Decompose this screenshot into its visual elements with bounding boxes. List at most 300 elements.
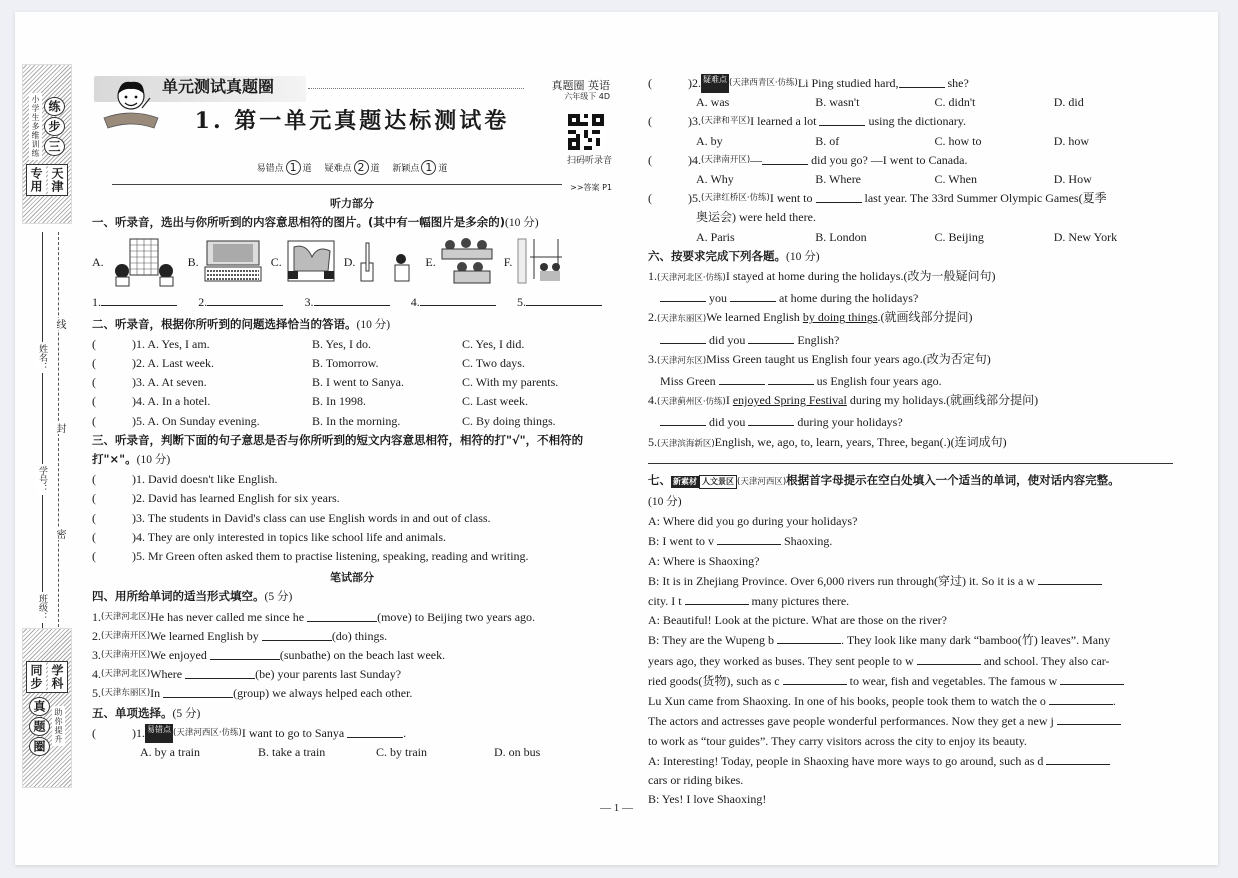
item-source: (天津河东区) xyxy=(657,355,707,366)
dialogue-text: to wear, fish and vegetables. The famous w xyxy=(849,673,1058,688)
mc-stem xyxy=(648,151,1173,170)
option-d: D. New York xyxy=(1053,229,1118,244)
item-text: Miss Green taught us English four years ago. xyxy=(706,351,923,366)
section-listening-title: 听力部分 xyxy=(330,197,374,210)
new-material-tag: 新素材 xyxy=(673,476,697,486)
mc-stem xyxy=(92,724,612,743)
cut-mark: 密 xyxy=(54,529,65,539)
question-title: 一、听录音，选出与你所听到的内容意思相符的图片。(其中有一幅图片是多余的) xyxy=(92,215,506,230)
transform-item xyxy=(648,350,1173,371)
item-text: He has never called me since he xyxy=(150,609,305,624)
answer-blank[interactable] xyxy=(719,371,765,385)
cut-mark: 线 xyxy=(54,319,65,329)
qr-code-icon[interactable] xyxy=(568,114,604,150)
picture-options xyxy=(92,236,612,288)
question-score: (10 分) xyxy=(356,318,391,331)
answer-text: us English four years ago. xyxy=(816,374,942,389)
item-text: using the dictionary. xyxy=(868,114,966,129)
dialogue-text: Lu Xun came from Shaoxing. In one of his books, people took them to watch the o xyxy=(648,694,1046,709)
question-title: 根据首字母提示在空白处填入一个适当的单词，使对话内容完整。 xyxy=(786,472,1120,487)
dialogue-text: years ago, they worked as buses. They sent people to w xyxy=(648,653,914,668)
item-text: — xyxy=(750,152,763,167)
question-6-heading xyxy=(648,247,1173,267)
option-d: D. did xyxy=(1053,95,1084,110)
answer-blank[interactable] xyxy=(748,412,794,426)
blank-number: 3. xyxy=(304,295,314,310)
item-number: 5. xyxy=(92,686,101,701)
answer-blank[interactable] xyxy=(101,292,177,306)
page-number: — 1 — xyxy=(600,802,633,814)
answer-blank[interactable] xyxy=(207,292,283,306)
student-id-field-label: 学号： xyxy=(37,466,47,493)
item-source: (天津河北区·仿练) xyxy=(657,273,726,284)
point-unit: 道 xyxy=(370,164,380,174)
question-1-heading xyxy=(92,213,612,233)
answer-blank[interactable] xyxy=(526,292,602,306)
answer-blank[interactable] xyxy=(816,189,862,203)
mc-stem xyxy=(648,74,1173,93)
mc-options xyxy=(92,743,612,762)
answer-paren[interactable]: ( xyxy=(92,336,96,351)
item-source: (天津河西区·仿练) xyxy=(173,727,242,738)
dialogue-line xyxy=(648,651,1173,671)
answer-line-full[interactable] xyxy=(648,463,1173,464)
item-number: 5. xyxy=(648,434,657,449)
dialogue-text: many pictures there. xyxy=(751,594,850,609)
item-requirement: (改为一般疑问句) xyxy=(903,269,996,284)
option-a: A. by xyxy=(696,133,723,148)
transform-item xyxy=(648,433,1173,454)
dialogue-line xyxy=(648,531,1173,551)
side-tag-circle: 圈 xyxy=(29,737,50,756)
picture-option-b xyxy=(188,239,263,285)
answer-paren[interactable]: ( xyxy=(92,529,96,544)
item-text: I xyxy=(725,393,733,408)
option-c: C. Last week. xyxy=(462,394,528,409)
question-4-heading xyxy=(92,587,612,607)
answer-text: English? xyxy=(797,332,840,347)
right-column xyxy=(648,74,1173,809)
answer-text: during your holidays? xyxy=(797,415,903,430)
point-count: 1 xyxy=(286,160,301,175)
item-text: (be) your parents last Sunday? xyxy=(255,667,402,682)
item-source: (天津南开区) xyxy=(101,650,151,661)
dialogue-text: . They look like many dark “bamboo(竹) leaves”. Many xyxy=(841,633,1111,648)
underlined-text: enjoyed Spring Festival xyxy=(732,393,847,408)
dialogue-line xyxy=(648,671,1173,691)
side-tag-circle: 真 xyxy=(29,697,50,716)
tf-row xyxy=(92,547,612,566)
answer-line xyxy=(648,412,1173,432)
answer-paren[interactable]: ( xyxy=(92,510,96,525)
option-b: B. London xyxy=(815,229,867,244)
section-writing-title: 笔试部分 xyxy=(330,571,374,585)
answer-paren[interactable]: ( xyxy=(92,413,96,428)
dialogue-text: ried goods(货物), such as c xyxy=(648,673,780,688)
point-unit: 道 xyxy=(438,164,448,174)
answer-blank[interactable] xyxy=(420,292,496,306)
series-subject: 真题圈 英语 xyxy=(551,79,610,92)
statement: )2. David has learned English for six years. xyxy=(132,491,340,506)
option-c: C. Two days. xyxy=(462,356,525,371)
dialogue-line xyxy=(648,711,1173,731)
picture-option-a xyxy=(92,237,180,287)
option-b: B. Yes, I do. xyxy=(312,336,372,351)
answer-blank[interactable] xyxy=(307,608,377,622)
answer-blank[interactable] xyxy=(783,671,847,685)
item-source: (天津红桥区·仿练) xyxy=(701,193,770,204)
option-a: A. was xyxy=(696,95,730,110)
answer-paren[interactable]: ( xyxy=(92,725,96,740)
answer-line xyxy=(648,288,1173,308)
point-count: 2 xyxy=(354,160,369,175)
side-tag-box-text: 同步 xyxy=(27,662,46,692)
statement: )5. Mr Green often asked them to practise listening, speaking, reading and writing. xyxy=(132,549,529,564)
item-text: We learned English xyxy=(706,310,803,325)
item-source: (天津滨海新区) xyxy=(657,438,715,449)
mc-row xyxy=(92,354,612,373)
question-prefix: 七、 xyxy=(648,472,671,487)
mc-row xyxy=(92,335,612,354)
option-c: C. by train xyxy=(376,745,427,760)
dialogue-line: cars or riding bikes. xyxy=(648,772,744,787)
question-7-heading xyxy=(648,471,1173,512)
dialogue-text: B: It is in Zhejiang Province. Over 6,000 rivers run through(穿过) it. So it is a w xyxy=(648,573,1035,588)
dialogue-line xyxy=(648,630,1173,650)
dialogue-line xyxy=(648,751,1173,771)
dialogue-text: . xyxy=(1112,694,1116,709)
question-score: (10 分) xyxy=(648,496,682,509)
answer-text: did you xyxy=(709,415,746,430)
answer-paren[interactable]: ( xyxy=(92,356,96,371)
question-score: (5 分) xyxy=(264,591,293,604)
answer-blank[interactable] xyxy=(1046,751,1110,765)
point-unit: 道 xyxy=(302,164,312,174)
item-text: We enjoyed xyxy=(150,648,207,663)
dialogue-text: B: I went to v xyxy=(648,534,714,549)
item-source: (天津东丽区) xyxy=(657,314,707,325)
option-d: D. on bus xyxy=(494,745,541,760)
answer-blank[interactable] xyxy=(1038,571,1102,585)
option-letter: E. xyxy=(425,254,436,269)
answer-reference: >>答案 P1 xyxy=(570,183,612,192)
underlined-text: by doing things xyxy=(802,310,878,325)
fill-line xyxy=(42,232,43,632)
mc-options xyxy=(648,228,1173,247)
item-number: 4. xyxy=(92,667,101,682)
picture-option-e xyxy=(425,237,495,287)
answer-blank[interactable] xyxy=(660,412,706,426)
item-number: )1. xyxy=(132,725,145,740)
answer-paren[interactable]: ( xyxy=(92,549,96,564)
option-letter: D. xyxy=(343,254,356,269)
answer-blank[interactable] xyxy=(1057,711,1121,725)
option-c: C. When xyxy=(934,172,977,187)
item-text: last year. The 33rd Summer Olympic Games(夏季 xyxy=(864,191,1107,206)
exam-header xyxy=(92,74,612,192)
item-number: )5. xyxy=(688,191,701,206)
answer-paren[interactable]: ( xyxy=(92,472,96,487)
answer-paren[interactable]: ( xyxy=(92,491,96,506)
transform-item xyxy=(648,267,1173,288)
qr-label: 扫码听录音 xyxy=(566,156,612,166)
item-number: 1. xyxy=(92,609,101,624)
question-5-heading xyxy=(92,704,612,724)
item-text: (do) things. xyxy=(331,628,388,643)
option-b: B. In the morning. xyxy=(312,413,401,428)
item-text: did you go? —I went to Canada. xyxy=(811,152,968,167)
option-b: B. I went to Sanya. xyxy=(312,375,404,390)
mc-row xyxy=(92,373,612,392)
picture-option-c xyxy=(271,239,336,285)
statement: )1. David doesn't like English. xyxy=(132,472,278,487)
item-source: (天津河北区) xyxy=(101,669,151,680)
answer-paren[interactable]: ( xyxy=(92,375,96,390)
dialogue-text: Shaoxing. xyxy=(784,534,833,549)
side-tag-box-text: 学科 xyxy=(48,662,67,692)
thermometer-and-child-icon xyxy=(359,239,417,285)
item-source: (天津西青区·仿练) xyxy=(729,78,798,88)
side-tag-slogan: 助你提升 xyxy=(54,708,63,744)
mc-row xyxy=(92,392,612,411)
dialogue-text: The actors and actresses gave people wonderful performances. Now they get a new j xyxy=(648,714,1054,729)
tf-row xyxy=(92,509,612,528)
tf-row xyxy=(92,489,612,508)
answer-blank[interactable] xyxy=(210,646,280,660)
answer-blank[interactable] xyxy=(917,651,981,665)
item-requirement: (连词成句) xyxy=(950,434,1007,449)
option-letter: F. xyxy=(503,254,513,269)
dialogue-text: A: Interesting! Today, people in Shaoxing have more ways to go around, such as d xyxy=(648,753,1044,768)
item-source: (天津南开区) xyxy=(101,630,151,641)
answer-blank[interactable] xyxy=(1049,691,1113,705)
item-number: )3. xyxy=(688,114,701,129)
item-text: I stayed at home during the holidays. xyxy=(725,269,904,284)
dialogue-line: to work as “tour guides”. They carry visitors across the city to enjoy its beauty. xyxy=(648,733,1027,748)
item-text: I learned a lot xyxy=(750,114,817,129)
mc-stem xyxy=(648,112,1173,131)
answer-paren[interactable]: ( xyxy=(648,152,652,167)
item-source: (天津南开区) xyxy=(701,154,751,165)
option-letter: A. xyxy=(92,254,104,269)
item-text: during my holidays. xyxy=(846,393,947,408)
item-number: 3. xyxy=(92,648,101,663)
option-c: C. how to xyxy=(934,133,982,148)
point-label: 新颖点 xyxy=(392,164,420,174)
answer-blank[interactable] xyxy=(163,684,233,698)
side-tag-slogan: 小学生多维训练 xyxy=(31,94,40,158)
item-number: 2. xyxy=(648,310,657,325)
option-c: C. By doing things. xyxy=(462,413,556,428)
dialogue-line xyxy=(648,691,1173,711)
side-tag-circle: 练 xyxy=(44,97,65,116)
item-number: 4. xyxy=(648,393,657,408)
option-letter: C. xyxy=(270,254,282,269)
answer-blank[interactable] xyxy=(819,112,865,126)
question-3-heading xyxy=(92,431,612,470)
transform-item xyxy=(648,308,1173,329)
option-a: )3. A. At seven. xyxy=(132,375,207,390)
answer-blank[interactable] xyxy=(768,371,814,385)
option-b: B. of xyxy=(815,133,840,148)
question-title: 三、听录音，判断下面的句子意思是否与你所听到的短文内容意思相符，相符的打"√"，不相符的打"×"。 xyxy=(92,432,584,467)
binding-margin xyxy=(38,232,78,632)
left-column xyxy=(92,74,612,762)
item-source: (天津东丽区) xyxy=(101,688,151,699)
item-text: she? xyxy=(947,76,969,90)
question-title: 二、听录音，根据你所听到的问题选择恰当的答语。 xyxy=(92,316,357,331)
item-text: I went to xyxy=(769,191,813,206)
item-requirement: (就画线部分提问) xyxy=(946,393,1039,408)
answer-blank[interactable] xyxy=(262,627,332,641)
side-brand-tag-top xyxy=(22,64,72,224)
blank-number: 4. xyxy=(410,295,420,310)
point-label: 易错点 xyxy=(256,164,284,174)
item-requirement: (就画线部分提问) xyxy=(880,310,973,325)
kids-with-calendar-icon xyxy=(108,237,180,287)
option-b: B. Where xyxy=(815,172,862,187)
question-score: (10 分) xyxy=(136,454,171,467)
answer-blank[interactable] xyxy=(748,330,794,344)
item-text: I want to go to Sanya xyxy=(241,725,345,740)
dialogue-line xyxy=(648,591,1173,611)
item-text: (sunbathe) on the beach last week. xyxy=(279,648,446,663)
blank-number: 1. xyxy=(92,295,101,310)
question-title: 四、用所给单词的适当形式填空。 xyxy=(92,589,265,604)
page-title: 1. 第一单元真题达标测试卷 xyxy=(194,108,510,134)
answer-paren[interactable]: ( xyxy=(648,76,652,90)
answer-paren[interactable]: ( xyxy=(648,191,652,206)
item-number: 1. xyxy=(648,269,657,284)
item-text: Li Ping studied hard, xyxy=(797,76,899,90)
series-label xyxy=(552,80,611,102)
blank-number: 2. xyxy=(198,295,208,310)
dialogue-text: and school. They also car- xyxy=(983,653,1110,668)
answer-text: at home during the holidays? xyxy=(779,291,919,306)
side-tag-circle: 步 xyxy=(44,117,65,136)
grade-label: 六年级下 4D xyxy=(564,92,610,101)
item-requirement: (改为否定句) xyxy=(922,351,991,366)
answer-blanks-row xyxy=(92,292,602,312)
mc-options xyxy=(648,93,1173,112)
fill-row xyxy=(92,627,612,646)
name-field-label: 姓名： xyxy=(37,344,47,371)
answer-paren[interactable]: ( xyxy=(92,394,96,409)
option-d: D. how xyxy=(1053,133,1090,148)
blank-number: 5. xyxy=(517,295,526,310)
mc-row xyxy=(92,412,612,431)
option-a: A. Why xyxy=(696,172,734,187)
option-a: A. by a train xyxy=(140,745,200,760)
answer-blank[interactable] xyxy=(899,74,945,88)
statement: )4. They are only interested in topics like school life and animals. xyxy=(132,529,447,544)
theater-stage-icon xyxy=(203,239,263,285)
option-a: )5. A. On Sunday evening. xyxy=(132,413,260,428)
side-tag-circle: 三 xyxy=(44,137,65,156)
error-prone-tag: 易错点 xyxy=(145,724,173,743)
fill-row xyxy=(92,646,612,665)
tf-row xyxy=(92,528,612,547)
question-title: 六、按要求完成下列各题。 xyxy=(648,248,786,263)
mc-options xyxy=(648,170,1173,189)
item-number: 3. xyxy=(648,351,657,366)
dialogue-line: A: Where did you go during your holidays? xyxy=(648,514,858,529)
question-score: (10 分) xyxy=(505,217,539,230)
answer-line xyxy=(648,330,1173,350)
answer-blank[interactable] xyxy=(777,630,841,644)
picture-option-f xyxy=(504,237,567,287)
class-field-label: 班级： xyxy=(37,594,47,621)
answer-blank[interactable] xyxy=(717,531,781,545)
answer-blank[interactable] xyxy=(685,591,749,605)
item-text-continued: 奥运会) were held there. xyxy=(696,210,816,225)
students-in-class-icon xyxy=(440,237,496,287)
cut-mark: 封 xyxy=(54,423,65,433)
item-text: English, we, ago, to, learn, years, Three, began(.) xyxy=(714,434,951,449)
option-c: C. With my parents. xyxy=(462,375,559,390)
item-text: We learned English by xyxy=(150,628,259,643)
answer-paren[interactable]: ( xyxy=(648,114,652,129)
item-number: 2. xyxy=(92,628,101,643)
option-a: )1. A. Yes, I am. xyxy=(132,336,210,351)
item-text: . xyxy=(877,310,881,325)
point-count: 1 xyxy=(421,160,436,175)
mc-stem xyxy=(648,189,1173,208)
item-text: (move) to Beijing two years ago. xyxy=(377,609,536,624)
answer-text: you xyxy=(709,291,727,306)
item-text: (group) we always helped each other. xyxy=(233,686,413,701)
option-d: D. How xyxy=(1053,172,1092,187)
scenic-area-tag: 人文景区 xyxy=(699,475,737,489)
answer-blank[interactable] xyxy=(730,288,776,302)
option-b: B. wasn't xyxy=(815,95,860,110)
side-tag-circle: 题 xyxy=(29,717,50,736)
item-source: (天津河北区) xyxy=(101,611,151,622)
answer-blank[interactable] xyxy=(185,665,255,679)
answer-line xyxy=(648,371,1173,391)
option-b: B. Tomorrow. xyxy=(312,356,379,371)
stage-performance-icon xyxy=(286,239,336,285)
fill-row xyxy=(92,665,612,684)
dialogue-text: city. I t xyxy=(648,594,682,609)
item-text: In xyxy=(150,686,161,701)
answer-blank[interactable] xyxy=(660,330,706,344)
answer-blank[interactable] xyxy=(1060,671,1124,685)
question-title: 五、单项选择。 xyxy=(92,705,173,720)
option-b: B. take a train xyxy=(258,745,326,760)
answer-text: did you xyxy=(709,332,746,347)
answer-blank[interactable] xyxy=(660,288,706,302)
option-c: C. didn't xyxy=(934,95,976,110)
answer-blank[interactable] xyxy=(347,724,403,738)
header-rule xyxy=(112,184,562,185)
answer-text: Miss Green xyxy=(660,374,716,389)
dotted-rule xyxy=(308,88,524,89)
side-brand-tag-bottom xyxy=(22,628,72,788)
answer-blank[interactable] xyxy=(762,151,808,165)
dialogue-text: B: They are the Wupeng b xyxy=(648,633,775,648)
question-score: (5 分) xyxy=(172,707,201,720)
difficult-point-tag: 疑难点 xyxy=(701,74,729,93)
picture-option-d xyxy=(344,239,418,285)
point-label: 疑难点 xyxy=(324,164,352,174)
fill-row xyxy=(92,608,612,627)
dialogue-line: A: Where is Shaoxing? xyxy=(648,553,760,568)
answer-blank[interactable] xyxy=(314,292,390,306)
difficulty-summary xyxy=(92,160,612,179)
item-source: (天津河西区) xyxy=(737,476,787,487)
banner-title: 单元测试真题圈 xyxy=(162,77,275,96)
